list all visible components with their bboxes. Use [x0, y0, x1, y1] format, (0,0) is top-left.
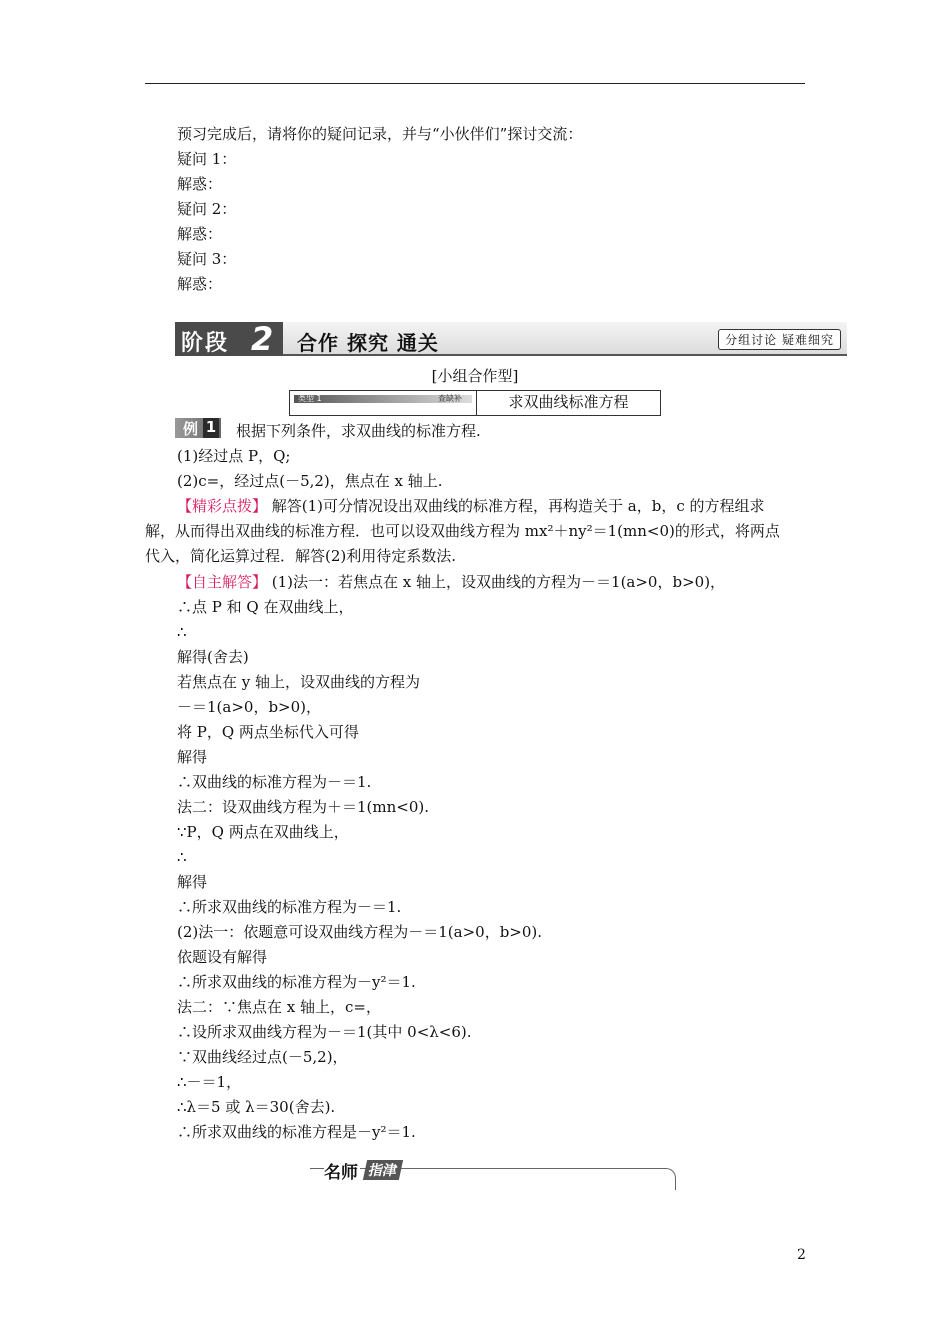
guidance-tag: 指津 — [363, 1160, 403, 1180]
solution-line-19: ∵双曲线经过点(－5,2)， — [177, 1048, 348, 1066]
type-title: 求双曲线标准方程 — [508, 393, 629, 411]
solution-line-7: 解得 — [177, 748, 208, 766]
example-tag: 例 — [183, 420, 199, 438]
page-number: 2 — [797, 1247, 806, 1263]
question-3: 疑问 3： — [177, 250, 237, 268]
solution-line-13: ∴所求双曲线的标准方程为－＝1. — [177, 898, 402, 916]
type-box — [289, 390, 661, 416]
type-box-left — [290, 391, 476, 415]
solution-line-1: ∴点 P 和 Q 在双曲线上， — [177, 598, 354, 616]
solution-line-8: ∴双曲线的标准方程为－＝1. — [177, 773, 372, 791]
solution-line-18: ∴设所求双曲线方程为－＝1(其中 0<λ<6). — [177, 1023, 472, 1041]
solution-text-0: (1)法一：若焦点在 x 轴上，设双曲线的方程为－＝1(a>0，b>0)， — [267, 573, 726, 591]
example-number: 1 — [203, 418, 219, 438]
solution-line-3: 解得(舍去) — [177, 648, 249, 666]
preview-intro: 预习完成后，请将你的疑问记录，并与“小伙伴们”探讨交流： — [177, 125, 583, 143]
answer-3: 解惑： — [177, 275, 223, 293]
solution-line-5: －＝1(a>0，b>0)， — [177, 698, 322, 716]
tip-text-1: 解答(1)可分情况设出双曲线的标准方程，再构造关于 a，b，c 的方程组求 — [267, 497, 765, 515]
example-prompt: 根据下列条件，求双曲线的标准方程. — [236, 422, 481, 440]
type-sublabel: 查缺补 — [438, 394, 462, 403]
stage-title: 合作 探究 通关 — [297, 331, 439, 355]
solution-line-17: 法二：∵焦点在 x 轴上，c=， — [177, 998, 381, 1016]
solution-line-10: ∵P，Q 两点在双曲线上， — [177, 823, 349, 841]
solution-line-21: ∴λ＝5 或 λ＝30(舍去). — [177, 1098, 336, 1116]
solution-line-12: 解得 — [177, 873, 208, 891]
stage-tag: 分组讨论 疑难细究 — [718, 329, 841, 350]
solution-label: 【自主解答】 — [177, 573, 268, 591]
example-badge — [175, 418, 225, 438]
solution-line-4: 若焦点在 y 轴上，设双曲线的方程为 — [177, 673, 421, 691]
tip-line-3: 代入，简化运算过程．解答(2)利用待定系数法. — [145, 547, 457, 565]
solution-line-16: ∴所求双曲线的标准方程为－y²＝1. — [177, 973, 416, 991]
stage-number: 2 — [251, 320, 274, 358]
question-2: 疑问 2： — [177, 200, 237, 218]
header-rule — [145, 83, 805, 84]
example-condition-2: (2)c=，经过点(－5,2)，焦点在 x 轴上. — [177, 472, 443, 490]
group-label: [小组合作型] — [431, 367, 519, 385]
tip-line-2: 解，从而得出双曲线的标准方程．也可以设双曲线方程为 mx²＋ny²＝1(mn<0)的形式，将两点 — [145, 522, 780, 540]
stage-banner — [175, 322, 847, 356]
solution-line-22: ∴所求双曲线的标准方程是－y²＝1. — [177, 1123, 416, 1141]
solution-line-0 — [177, 572, 725, 592]
type-label: 类型 1 — [298, 394, 322, 403]
stage-label: 阶段 — [181, 331, 230, 356]
solution-line-14: (2)法一：依题意可设双曲线方程为－＝1(a>0，b>0). — [177, 923, 543, 941]
tip-label: 【精彩点拨】 — [177, 497, 268, 515]
teacher-guidance-header — [310, 1158, 678, 1190]
example-condition-1: (1)经过点 P，Q; — [177, 447, 291, 465]
answer-1: 解惑： — [177, 175, 223, 193]
solution-line-11: ∴ — [177, 848, 187, 866]
solution-line-15: 依题设有解得 — [177, 948, 268, 966]
solution-line-9: 法二：设双曲线方程为＋＝1(mn<0). — [177, 798, 430, 816]
tip-line-1 — [177, 496, 765, 516]
solution-line-6: 将 P，Q 两点坐标代入可得 — [177, 723, 359, 741]
answer-2: 解惑： — [177, 225, 223, 243]
question-1: 疑问 1： — [177, 150, 237, 168]
guidance-title: 名师 — [324, 1158, 360, 1183]
solution-line-20: ∴－＝1， — [177, 1073, 242, 1091]
solution-line-2: ∴ — [177, 623, 187, 641]
